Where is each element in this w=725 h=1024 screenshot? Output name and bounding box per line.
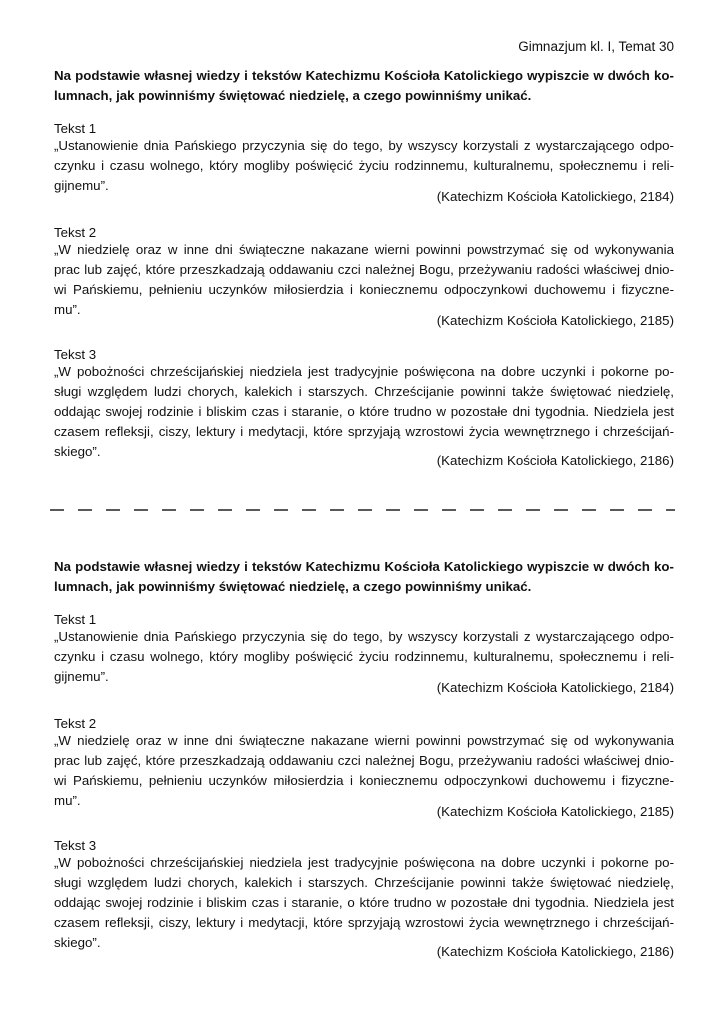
quote-line: sługi względem ludzi chorych, kalekich i starszych. Chrześcijanie powinni także świętować niedzielę, — [54, 384, 674, 399]
citation: (Katechizm Kościoła Katolickiego, 2184) — [436, 680, 674, 695]
cut-line — [50, 503, 675, 517]
text-label: Tekst 2 — [54, 716, 97, 731]
quote-line: prac lub zajęć, które przeszkadzają oddawaniu czci należnej Bogu, przeżywaniu radości właściwej dnio- — [54, 262, 674, 277]
quote-line: „W pobożności chrześcijańskiej niedziela jest tradycyjnie poświęcona na dobre uczynki i pokorne po- — [54, 855, 674, 870]
quote-line: sługi względem ludzi chorych, kalekich i starszych. Chrześcijanie powinni także świętować niedzielę, — [54, 875, 674, 890]
quote-line: wi Pańskiemu, pełnieniu uczynków miłosierdzia i koniecznemu odpoczynkowi duchowemu i fizyczne- — [54, 773, 674, 788]
quote-line: skiego”. — [54, 935, 101, 950]
text-label: Tekst 3 — [54, 838, 97, 853]
text-label: Tekst 2 — [54, 225, 97, 240]
text-quote — [54, 362, 674, 462]
quote-line: „W pobożności chrześcijańskiej niedziela jest tradycyjnie poświęcona na dobre uczynki i pokorne po- — [54, 364, 674, 379]
quote-line: gijnemu”. — [54, 669, 109, 684]
task-line: Na podstawie własnej wiedzy i tekstów Katechizmu Kościoła Katolickiego wypiszcie w dwóch ko- — [54, 68, 674, 83]
quote-line: skiego”. — [54, 444, 101, 459]
quote-line: mu”. — [54, 793, 81, 808]
quote-line: czasem refleksji, ciszy, lektury i medytacji, które sprzyjają wzrostowi życia wewnętrznego i chrześcijań- — [54, 915, 674, 930]
quote-line: oddając swojej rodzinie i bliskim czas i staranie, o które trudno w pozostałe dni tygodnia. Niedziela jest — [54, 895, 674, 910]
text-label: Tekst 1 — [54, 121, 97, 136]
quote-line: „W niedzielę oraz w inne dni świąteczne nakazane wierni powinni powstrzymać się od wykonywania — [54, 733, 674, 748]
task-line: lumnach, jak powinniśmy świętować niedzielę, a czego powinniśmy unikać. — [54, 88, 532, 103]
quote-line: mu”. — [54, 302, 81, 317]
citation: (Katechizm Kościoła Katolickiego, 2185) — [436, 313, 674, 328]
citation: (Katechizm Kościoła Katolickiego, 2186) — [436, 944, 674, 959]
citation: (Katechizm Kościoła Katolickiego, 2184) — [436, 189, 674, 204]
quote-line: „Ustanowienie dnia Pańskiego przyczynia się do tego, by wszyscy korzystali z wystarczającego odpo- — [54, 138, 674, 153]
quote-line: „W niedzielę oraz w inne dni świąteczne nakazane wierni powinni powstrzymać się od wykonywania — [54, 242, 674, 257]
task-instruction — [54, 66, 674, 106]
task-instruction — [54, 557, 674, 597]
citation: (Katechizm Kościoła Katolickiego, 2186) — [436, 453, 674, 468]
text-quote — [54, 240, 674, 320]
citation: (Katechizm Kościoła Katolickiego, 2185) — [436, 804, 674, 819]
quote-line: oddając swojej rodzinie i bliskim czas i staranie, o które trudno w pozostałe dni tygodnia. Niedziela jest — [54, 404, 674, 419]
quote-line: gijnemu”. — [54, 178, 109, 193]
quote-line: czasem refleksji, ciszy, lektury i medytacji, które sprzyjają wzrostowi życia wewnętrznego i chrześcijań- — [54, 424, 674, 439]
text-label: Tekst 1 — [54, 612, 97, 627]
quote-line: „Ustanowienie dnia Pańskiego przyczynia się do tego, by wszyscy korzystali z wystarczającego odpo- — [54, 629, 674, 644]
task-line: Na podstawie własnej wiedzy i tekstów Katechizmu Kościoła Katolickiego wypiszcie w dwóch ko- — [54, 559, 674, 574]
quote-line: czynku i czasu wolnego, który mogliby poświęcić życiu rodzinnemu, kulturalnemu, społecznemu i reli- — [54, 158, 674, 173]
task-line: lumnach, jak powinniśmy świętować niedzielę, a czego powinniśmy unikać. — [54, 579, 532, 594]
text-label: Tekst 3 — [54, 347, 97, 362]
quote-line: prac lub zajęć, które przeszkadzają oddawaniu czci należnej Bogu, przeżywaniu radości właściwej dnio- — [54, 753, 674, 768]
quote-line: czynku i czasu wolnego, który mogliby poświęcić życiu rodzinnemu, kulturalnemu, społecznemu i reli- — [54, 649, 674, 664]
quote-line: wi Pańskiemu, pełnieniu uczynków miłosierdzia i koniecznemu odpoczynkowi duchowemu i fizyczne- — [54, 282, 674, 297]
text-quote — [54, 731, 674, 811]
text-quote — [54, 853, 674, 953]
worksheet-header: Gimnazjum kl. I, Temat 30 — [518, 39, 674, 54]
